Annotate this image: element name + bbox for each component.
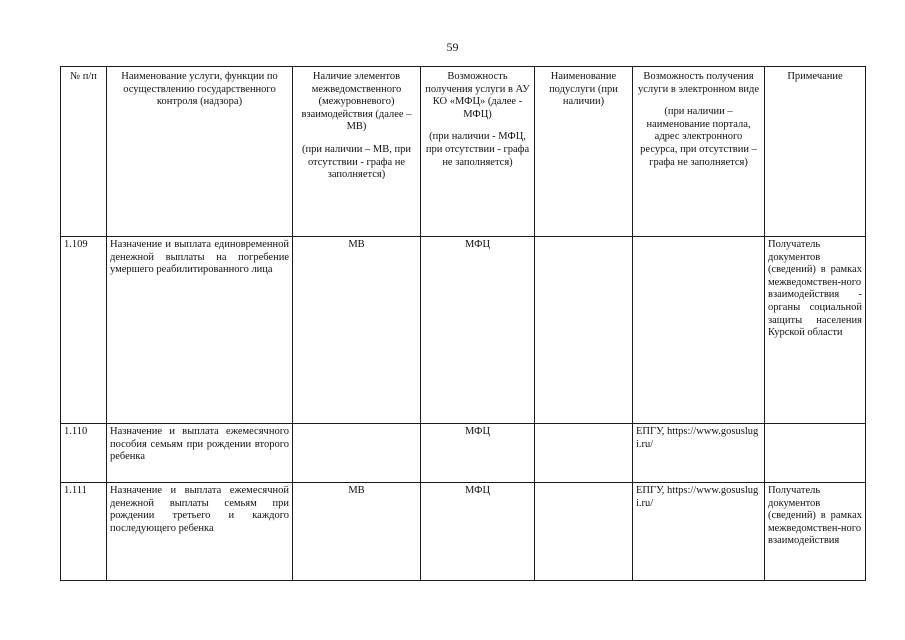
row-subservice [535, 424, 633, 483]
row-mfc: МФЦ [421, 237, 535, 424]
row-note: Получатель документов (сведений) в рамках межведомствен-ного взаимодействия - органы социальной защиты населения Курской области [765, 237, 866, 424]
header-mfc [421, 67, 535, 237]
table-row [61, 483, 866, 581]
header-interaction-main: Наличие элементов межведомственного (межуровневого) взаимодействия (далее – МВ) [301, 71, 412, 133]
header-service-name: Наименование услуги, функции по осуществлению государственного контроля (надзора) [107, 67, 293, 237]
header-number: № п/п [61, 67, 107, 237]
row-number: 1.110 [61, 424, 107, 483]
header-electronic-note: (при наличии – наименование портала, адрес электронного ресурса, при отсутствии – графа не заполняется) [640, 106, 757, 168]
row-interaction [293, 424, 421, 483]
header-electronic-main: Возможность получения услуги в электронном виде [637, 71, 760, 95]
row-interaction: МВ [293, 483, 421, 581]
row-note: Получатель документов (сведений) в рамках межведомствен-ного взаимодействия [765, 483, 866, 581]
header-note: Примечание [765, 67, 866, 237]
header-interaction-note: (при наличии – МВ, при отсутствии - графа не заполняется) [302, 143, 411, 181]
row-subservice [535, 483, 633, 581]
row-service-name: Назначение и выплата ежемесячного пособия семьям при рождении второго ребенка [107, 424, 293, 483]
row-service-name: Назначение и выплата единовременной денежной выплаты на погребение умершего реабилитированного лица [107, 237, 293, 424]
table-row [61, 424, 866, 483]
row-electronic [633, 237, 765, 424]
services-table [60, 66, 866, 581]
header-subservice: Наименование подуслуги (при наличии) [535, 67, 633, 237]
row-service-name: Назначение и выплата ежемесячной денежной выплаты семьям при рождении третьего и каждого последующего ребенка [107, 483, 293, 581]
row-interaction: МВ [293, 237, 421, 424]
row-number: 1.109 [61, 237, 107, 424]
table-row [61, 237, 866, 424]
row-electronic: ЕПГУ, https://www.gosuslugi.ru/ [633, 483, 765, 581]
header-mfc-note: (при наличии - МФЦ, при отсутствии - графа не заполняется) [425, 131, 530, 168]
row-electronic: ЕПГУ, https://www.gosuslugi.ru/ [633, 424, 765, 483]
row-subservice [535, 237, 633, 424]
header-interaction [293, 67, 421, 237]
row-mfc: МФЦ [421, 483, 535, 581]
page-number: 59 [446, 40, 459, 54]
row-number: 1.111 [61, 483, 107, 581]
row-mfc: МФЦ [421, 424, 535, 483]
header-electronic [633, 67, 765, 237]
table-header-row [61, 67, 866, 237]
header-mfc-main: Возможность получения услуги в АУ КО «МФЦ» (далее - МФЦ) [425, 71, 530, 120]
row-note [765, 424, 866, 483]
